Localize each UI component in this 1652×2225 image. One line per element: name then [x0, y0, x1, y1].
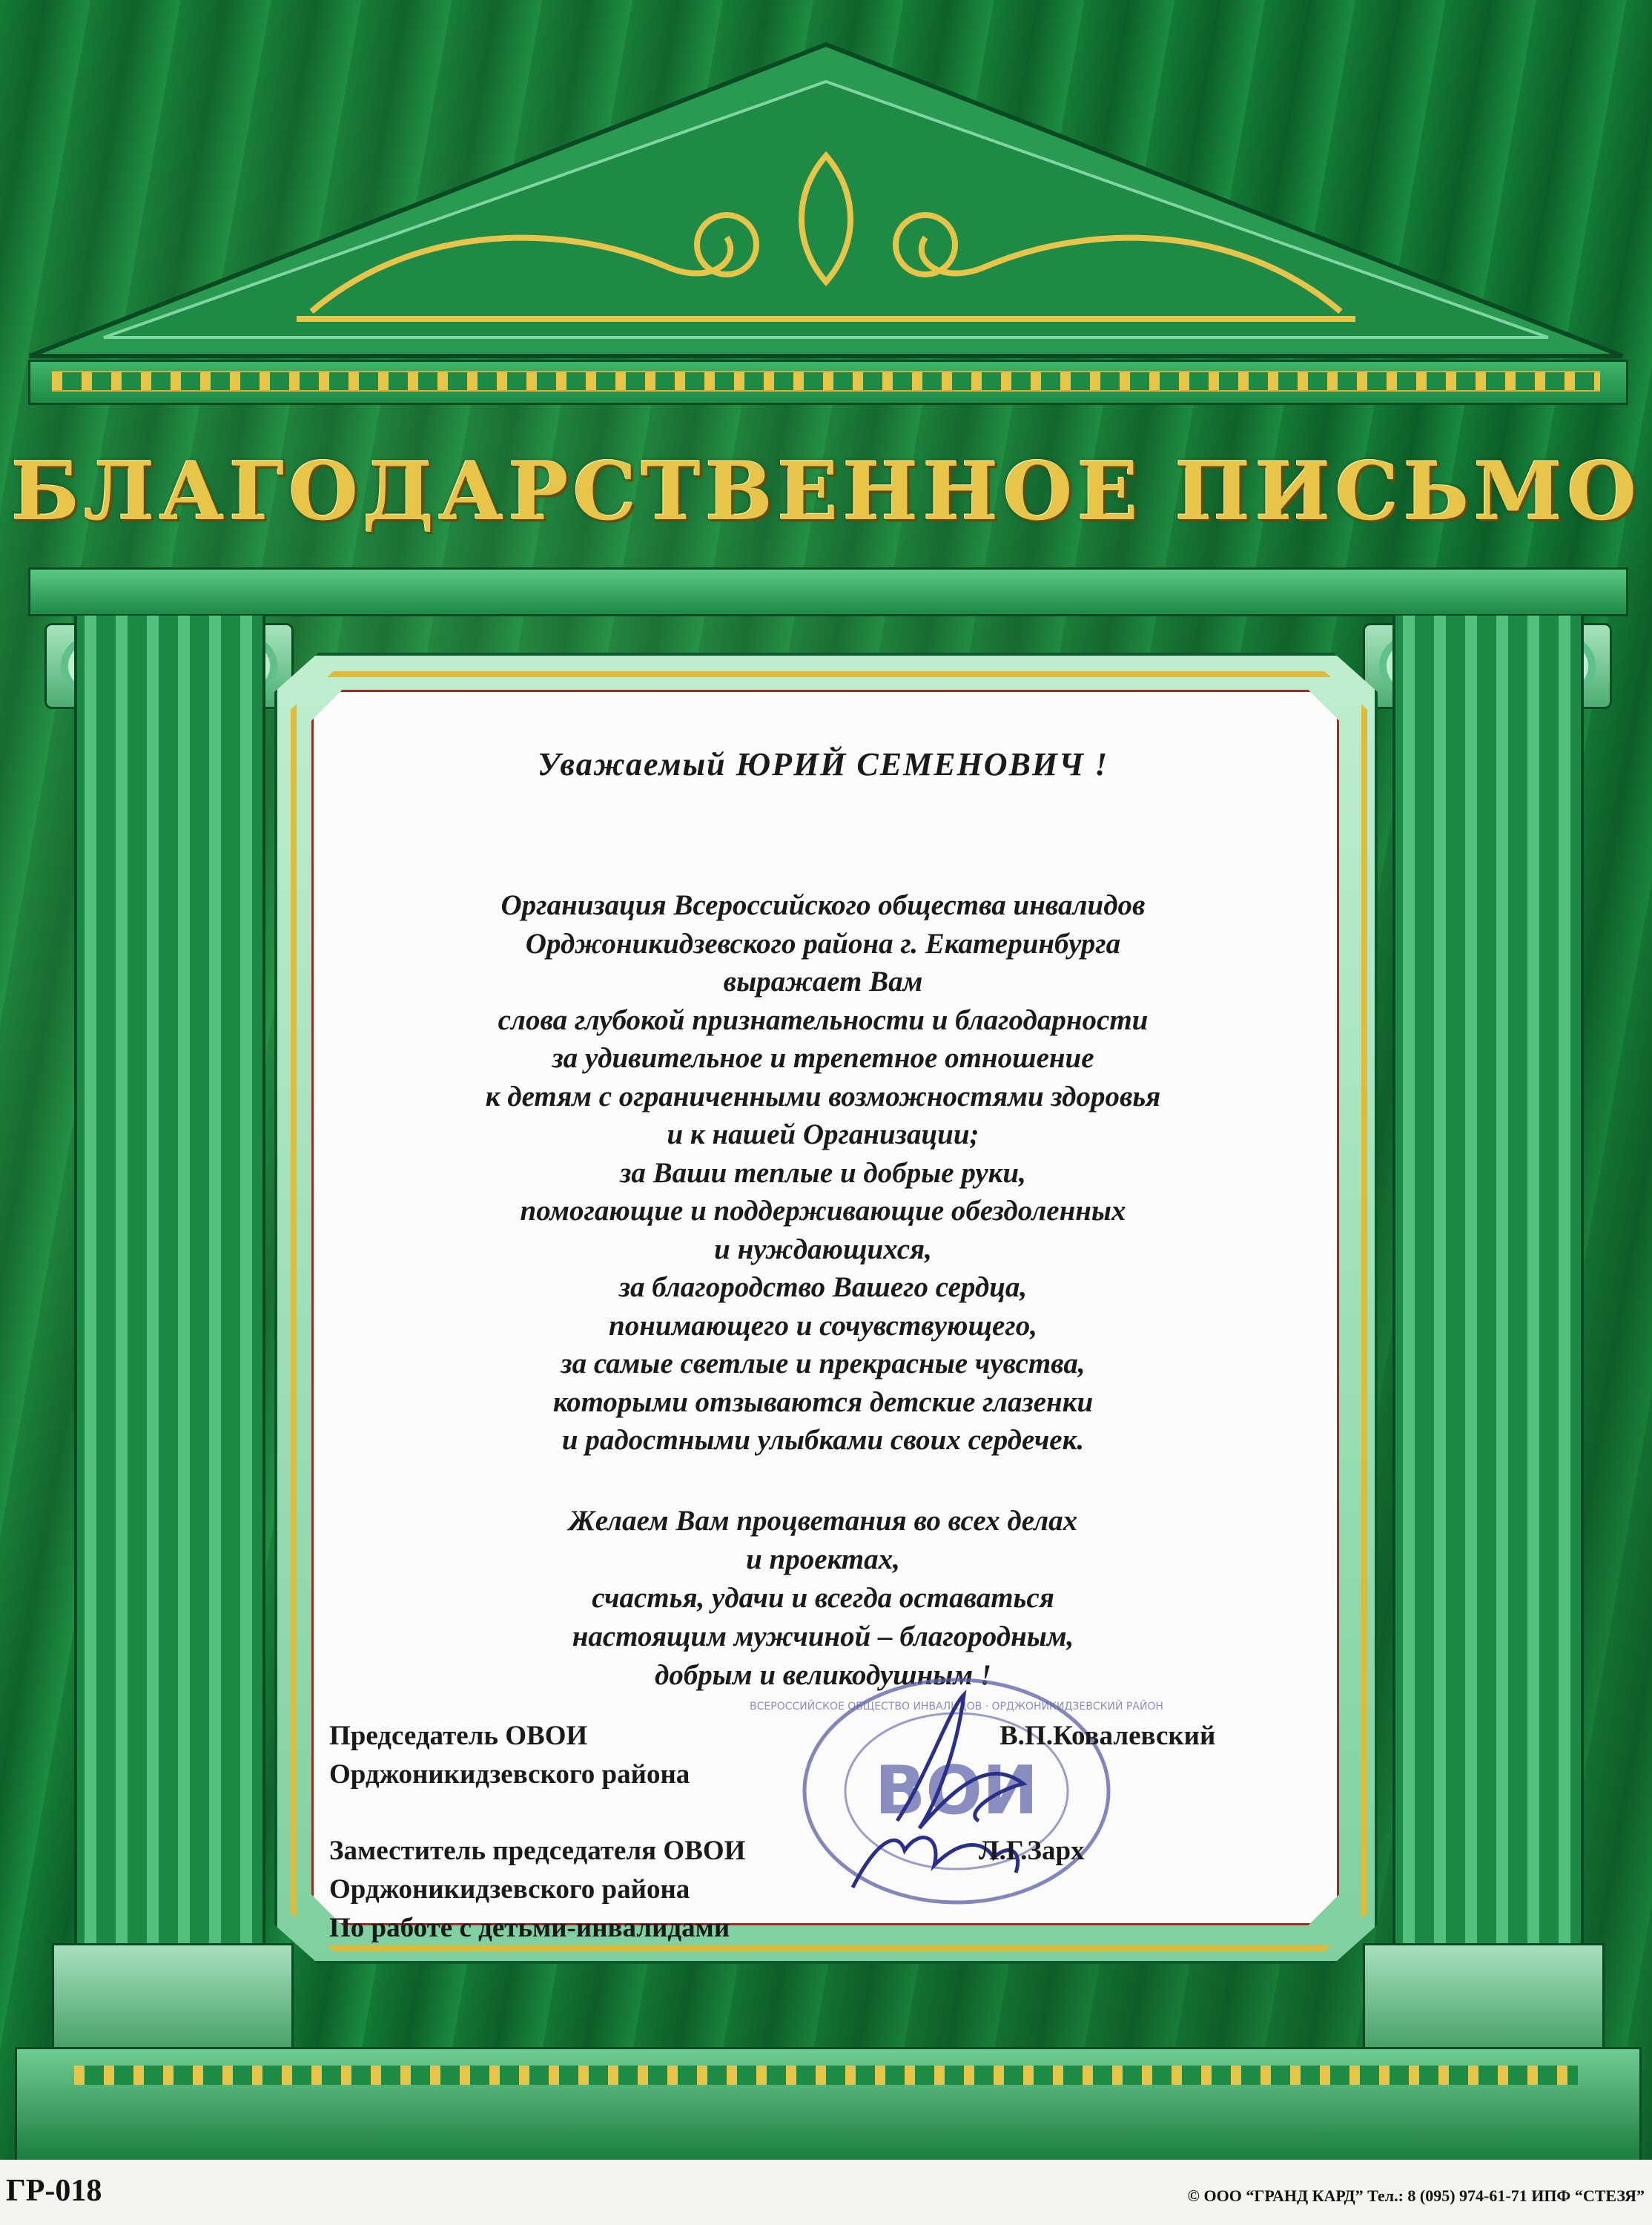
body-line: и к нашей Организации;	[667, 1118, 979, 1150]
signatory-2-title: Заместитель председателя ОВОИ Орджоникидзевского района По работе с детьми-инвалидами	[329, 1836, 746, 1943]
body-line: которыми отзываются детские глазенки	[552, 1385, 1094, 1418]
body-line: слова глубокой признательности и благодарности	[498, 1003, 1149, 1036]
left-column	[74, 616, 265, 1988]
gold-frieze-top	[52, 371, 1600, 392]
left-column-base	[52, 1943, 294, 2059]
right-column-base	[1363, 1943, 1605, 2059]
body-line: и радостными улыбками своих сердечек.	[561, 1424, 1085, 1456]
plinth	[15, 2047, 1642, 2163]
wish-line: Желаем Вам процветания во всех делах	[568, 1505, 1078, 1537]
document-title: БЛАГОДАРСТВЕННОЕ ПИСЬМО	[10, 445, 1642, 538]
gold-frieze-bottom	[74, 2066, 1578, 2085]
organization-stamp	[750, 1665, 1163, 1910]
wish-line: настоящим мужчиной – благородным,	[572, 1621, 1074, 1652]
pediment	[0, 0, 1652, 415]
architrave-beam	[28, 567, 1628, 616]
wish-line: добрым и великодушным !	[654, 1659, 992, 1691]
body-line: за удивительное и трепетное отношение	[552, 1042, 1094, 1074]
letter-body	[326, 886, 1320, 1460]
body-line: понимающего и сочувствующего,	[609, 1309, 1037, 1342]
publisher-info: © ООО “ГРАНД КАРД” Тел.: 8 (095) 974-61-71 ИПФ “СТЕЗЯ”	[1187, 2186, 1645, 2205]
body-line: за самые светлые и прекрасные чувства,	[561, 1348, 1086, 1380]
body-line: за Ваши теплые и добрые руки,	[620, 1156, 1026, 1189]
wish-line: счастья, удачи и всегда оставаться	[592, 1582, 1054, 1614]
greeting: Уважаемый ЮРИЙ СЕМЕНОВИЧ !	[537, 746, 1109, 782]
signatory-1-title: Председатель ОВОИ Орджоникидзевского района	[329, 1721, 690, 1790]
signatory-1-name: В.П.Ковалевский	[1000, 1721, 1216, 1751]
body-line: за благородство Вашего сердца,	[618, 1271, 1028, 1303]
signatory-2-name: Л.Г.Зарх	[979, 1836, 1085, 1866]
product-code: ГР-018	[6, 2174, 102, 2208]
body-line: помогающие и поддерживающие обездоленных	[520, 1195, 1126, 1227]
body-line: и нуждающихся,	[714, 1233, 932, 1265]
body-line: Орджоникидзевского района г. Екатеринбурга	[525, 927, 1121, 960]
stamp-center-text: ВОИ	[874, 1752, 1039, 1830]
body-line: к детям с ограниченными возможностями здоровья	[485, 1080, 1161, 1112]
body-line: выражает Вам	[723, 966, 923, 998]
right-column	[1392, 616, 1584, 1988]
body-line: Организация Всероссийского общества инвалидов	[500, 889, 1146, 921]
wish-line: и проектах,	[746, 1543, 900, 1575]
stamp-ring-text: ВСЕРОССИЙСКОЕ ОБЩЕСТВО ИНВАЛИДОВ · ОРДЖОНИКИДЗЕВСКИЙ РАЙОН	[750, 1701, 1163, 1713]
